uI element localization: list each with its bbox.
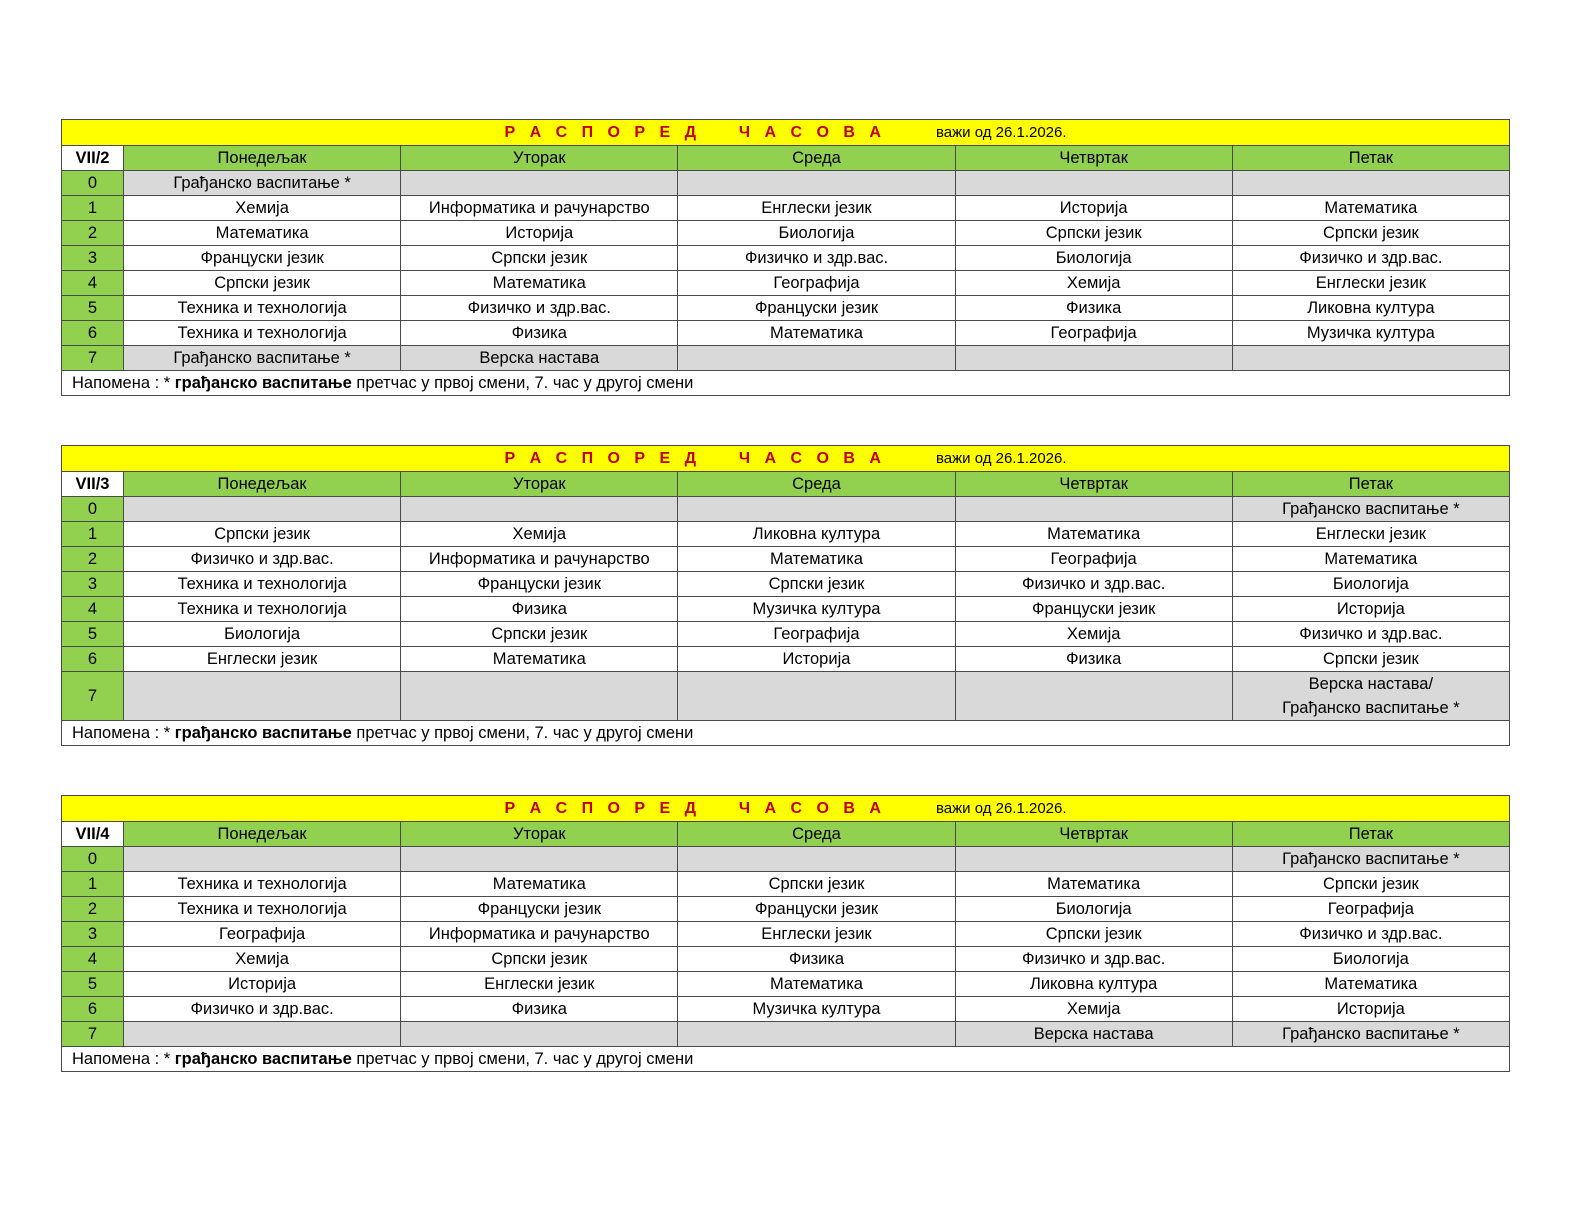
schedule-title (62, 446, 1510, 472)
subject-cell: Физичко и здр.вас. (955, 947, 1232, 972)
class-label: VII/4 (62, 822, 124, 847)
note (62, 371, 1510, 396)
subject-cell (401, 847, 678, 872)
header-row (62, 472, 1510, 497)
period-row (62, 572, 1510, 597)
subject-cell: Историја (1232, 997, 1509, 1022)
period-row (62, 622, 1510, 647)
day-header: Среда (678, 146, 955, 171)
subject-cell (124, 497, 401, 522)
header-row (62, 822, 1510, 847)
subject-cell (1232, 346, 1509, 371)
subject-cell: Енглески језик (678, 196, 955, 221)
period-row (62, 321, 1510, 346)
subject-cell: Техника и технологија (124, 597, 401, 622)
subject-cell: Математика (678, 972, 955, 997)
subject-cell: Физика (678, 947, 955, 972)
subject-cell: Географија (955, 547, 1232, 572)
subject-cell: Грађанско васпитање * (1232, 497, 1509, 522)
period-row (62, 296, 1510, 321)
day-header: Уторак (401, 472, 678, 497)
subject-cell: Верска настава (955, 1022, 1232, 1047)
subject-cell (124, 672, 401, 721)
subject-cell: Грађанско васпитање * (124, 171, 401, 196)
day-header: Понедељак (124, 146, 401, 171)
note-prefix: Напомена : * (72, 374, 175, 392)
subject-cell: Српски језик (678, 872, 955, 897)
subject-cell: Географија (124, 922, 401, 947)
day-header: Четвртак (955, 472, 1232, 497)
schedule-vii-2 (61, 119, 1510, 396)
period-number: 4 (62, 271, 124, 296)
day-header: Четвртак (955, 822, 1232, 847)
day-header: Петак (1232, 822, 1509, 847)
subject-cell (124, 847, 401, 872)
day-header: Среда (678, 822, 955, 847)
subject-cell: Математика (401, 271, 678, 296)
period-number: 5 (62, 622, 124, 647)
subject-cell (124, 1022, 401, 1047)
subject-cell: Верска настава/ Грађанско васпитање * (1232, 672, 1509, 721)
note-suffix: претчас у првој смени, 7. час у другој смени (351, 374, 694, 392)
note-prefix: Напомена : * (72, 1050, 175, 1068)
subject-cell (678, 346, 955, 371)
subject-cell (955, 497, 1232, 522)
subject-cell: Хемија (955, 622, 1232, 647)
subject-cell: Информатика и рачунарство (401, 547, 678, 572)
subject-cell: Хемија (955, 271, 1232, 296)
period-number: 1 (62, 872, 124, 897)
period-row (62, 346, 1510, 371)
note-bold: грађанско васпитање (174, 1050, 352, 1068)
note-row (62, 1047, 1510, 1072)
subject-cell: Ликовна култура (678, 522, 955, 547)
period-number: 6 (62, 997, 124, 1022)
title-text: Р А С П О Р Е Д Ч А С О В А (504, 450, 886, 467)
subject-cell: Физичко и здр.вас. (401, 296, 678, 321)
period-row (62, 897, 1510, 922)
subject-cell: Информатика и рачунарство (401, 922, 678, 947)
subject-cell: Француски језик (401, 572, 678, 597)
subject-cell (955, 847, 1232, 872)
subject-cell: Биологија (1232, 572, 1509, 597)
period-row (62, 497, 1510, 522)
period-row (62, 972, 1510, 997)
period-number: 7 (62, 346, 124, 371)
period-number: 0 (62, 497, 124, 522)
subject-cell: Математика (1232, 196, 1509, 221)
day-header: Понедељак (124, 822, 401, 847)
schedule-vii-3 (61, 445, 1510, 746)
day-header: Четвртак (955, 146, 1232, 171)
subject-cell: Географија (678, 622, 955, 647)
subject-cell: Српски језик (1232, 872, 1509, 897)
header-row (62, 146, 1510, 171)
subject-cell: Географија (678, 271, 955, 296)
period-number: 4 (62, 947, 124, 972)
period-number: 3 (62, 922, 124, 947)
period-number: 7 (62, 672, 124, 721)
subject-cell: Математика (124, 221, 401, 246)
period-number: 1 (62, 522, 124, 547)
schedule-table (61, 119, 1510, 396)
subject-cell: Математика (955, 522, 1232, 547)
subject-cell: Грађанско васпитање * (1232, 1022, 1509, 1047)
subject-cell: Техника и технологија (124, 296, 401, 321)
period-number: 6 (62, 321, 124, 346)
subject-cell: Српски језик (678, 572, 955, 597)
subject-cell (401, 497, 678, 522)
subject-cell: Српски језик (401, 246, 678, 271)
title-row (62, 446, 1510, 472)
subject-cell: Енглески језик (401, 972, 678, 997)
subject-cell: Француски језик (678, 296, 955, 321)
period-row (62, 271, 1510, 296)
period-row (62, 847, 1510, 872)
subject-cell: Хемија (124, 947, 401, 972)
subject-cell: Физичко и здр.вас. (124, 997, 401, 1022)
day-header: Петак (1232, 146, 1509, 171)
day-header: Уторак (401, 146, 678, 171)
day-header: Петак (1232, 472, 1509, 497)
subject-cell (678, 847, 955, 872)
period-number: 3 (62, 572, 124, 597)
subject-cell: Техника и технологија (124, 321, 401, 346)
period-number: 0 (62, 847, 124, 872)
subject-cell: Информатика и рачунарство (401, 196, 678, 221)
subject-cell: Енглески језик (678, 922, 955, 947)
period-row (62, 997, 1510, 1022)
period-number: 4 (62, 597, 124, 622)
subject-cell: Француски језик (124, 246, 401, 271)
subject-cell: Биологија (955, 897, 1232, 922)
subject-cell: Биологија (678, 221, 955, 246)
class-label: VII/3 (62, 472, 124, 497)
subject-cell: Француски језик (678, 897, 955, 922)
period-number: 2 (62, 547, 124, 572)
subject-cell: Биологија (955, 246, 1232, 271)
note-bold: грађанско васпитање (174, 374, 352, 392)
subject-cell (678, 672, 955, 721)
subject-cell: Српски језик (124, 522, 401, 547)
period-number: 2 (62, 897, 124, 922)
subject-cell: Математика (401, 872, 678, 897)
day-header: Среда (678, 472, 955, 497)
subject-cell: Математика (678, 547, 955, 572)
subject-cell: Српски језик (1232, 221, 1509, 246)
subject-cell: Физичко и здр.вас. (124, 547, 401, 572)
subject-cell: Физичко и здр.вас. (1232, 246, 1509, 271)
period-number: 3 (62, 246, 124, 271)
subject-cell: Техника и технологија (124, 872, 401, 897)
title-text: Р А С П О Р Е Д Ч А С О В А (504, 800, 886, 817)
period-row (62, 246, 1510, 271)
title-row (62, 796, 1510, 822)
schedule-table (61, 795, 1510, 1072)
period-number: 5 (62, 296, 124, 321)
subject-cell (678, 171, 955, 196)
subject-cell: Музичка култура (1232, 321, 1509, 346)
period-row (62, 872, 1510, 897)
subject-cell: Физика (955, 647, 1232, 672)
subject-cell: Ликовна култура (955, 972, 1232, 997)
period-row (62, 597, 1510, 622)
subject-cell: Музичка култура (678, 597, 955, 622)
period-row (62, 547, 1510, 572)
subject-cell: Ликовна култура (1232, 296, 1509, 321)
schedule-vii-4 (61, 795, 1510, 1072)
period-number: 6 (62, 647, 124, 672)
subject-cell: Српски језик (955, 221, 1232, 246)
subject-cell: Српски језик (1232, 647, 1509, 672)
schedule-table (61, 445, 1510, 746)
period-row (62, 647, 1510, 672)
note-bold: грађанско васпитање (174, 724, 352, 742)
subject-cell: Верска настава (401, 346, 678, 371)
subject-cell: Физичко и здр.вас. (678, 246, 955, 271)
note-prefix: Напомена : * (72, 724, 175, 742)
subject-cell: Математика (401, 647, 678, 672)
period-row (62, 947, 1510, 972)
period-number: 5 (62, 972, 124, 997)
subject-cell: Биологија (124, 622, 401, 647)
subject-cell: Математика (1232, 547, 1509, 572)
subject-cell: Историја (1232, 597, 1509, 622)
subject-cell: Српски језик (124, 271, 401, 296)
period-row (62, 196, 1510, 221)
subject-cell: Физичко и здр.вас. (1232, 622, 1509, 647)
note-row (62, 371, 1510, 396)
day-header: Уторак (401, 822, 678, 847)
subject-cell: Историја (124, 972, 401, 997)
period-number: 7 (62, 1022, 124, 1047)
subject-cell: Техника и технологија (124, 572, 401, 597)
subject-cell (1232, 171, 1509, 196)
day-header: Понедељак (124, 472, 401, 497)
subject-cell (401, 171, 678, 196)
period-row (62, 1022, 1510, 1047)
subject-cell: Хемија (401, 522, 678, 547)
subject-cell: Математика (955, 872, 1232, 897)
subject-cell: Историја (955, 196, 1232, 221)
subject-cell: Географија (1232, 897, 1509, 922)
subject-cell: Историја (401, 221, 678, 246)
subject-cell: Физика (401, 321, 678, 346)
subject-cell: Српски језик (401, 947, 678, 972)
subject-cell: Хемија (955, 997, 1232, 1022)
note (62, 1047, 1510, 1072)
period-number: 1 (62, 196, 124, 221)
subject-cell: Француски језик (401, 897, 678, 922)
subject-cell: Физика (401, 597, 678, 622)
subject-cell: Музичка култура (678, 997, 955, 1022)
subject-cell: Математика (678, 321, 955, 346)
subject-cell: Математика (1232, 972, 1509, 997)
title-row (62, 120, 1510, 146)
period-row (62, 171, 1510, 196)
subject-cell: Техника и технологија (124, 897, 401, 922)
subject-cell: Географија (955, 321, 1232, 346)
subject-cell: Историја (678, 647, 955, 672)
subject-cell (678, 497, 955, 522)
subject-cell: Физичко и здр.вас. (955, 572, 1232, 597)
valid-date: важи од 26.1.2026. (935, 450, 1067, 467)
subject-cell: Грађанско васпитање * (124, 346, 401, 371)
period-row (62, 522, 1510, 547)
period-row (62, 221, 1510, 246)
note-row (62, 721, 1510, 746)
period-row (62, 672, 1510, 721)
subject-cell (955, 171, 1232, 196)
period-number: 2 (62, 221, 124, 246)
subject-cell: Физичко и здр.вас. (1232, 922, 1509, 947)
subject-cell: Биологија (1232, 947, 1509, 972)
period-row (62, 922, 1510, 947)
subject-cell: Енглески језик (1232, 522, 1509, 547)
subject-cell: Енглески језик (1232, 271, 1509, 296)
schedule-title (62, 796, 1510, 822)
schedule-title (62, 120, 1510, 146)
subject-cell: Физика (401, 997, 678, 1022)
subject-cell: Хемија (124, 196, 401, 221)
subject-cell (955, 672, 1232, 721)
valid-date: важи од 26.1.2026. (935, 800, 1067, 817)
note (62, 721, 1510, 746)
title-text: Р А С П О Р Е Д Ч А С О В А (504, 124, 886, 141)
subject-cell (678, 1022, 955, 1047)
period-number: 0 (62, 171, 124, 196)
subject-cell (955, 346, 1232, 371)
subject-cell: Грађанско васпитање * (1232, 847, 1509, 872)
subject-cell (401, 672, 678, 721)
subject-cell: Француски језик (955, 597, 1232, 622)
subject-cell: Српски језик (401, 622, 678, 647)
note-suffix: претчас у првој смени, 7. час у другој смени (351, 1050, 694, 1068)
note-suffix: претчас у првој смени, 7. час у другој смени (351, 724, 694, 742)
subject-cell: Физика (955, 296, 1232, 321)
subject-cell: Српски језик (955, 922, 1232, 947)
subject-cell (401, 1022, 678, 1047)
subject-cell: Енглески језик (124, 647, 401, 672)
valid-date: важи од 26.1.2026. (935, 124, 1067, 141)
class-label: VII/2 (62, 146, 124, 171)
